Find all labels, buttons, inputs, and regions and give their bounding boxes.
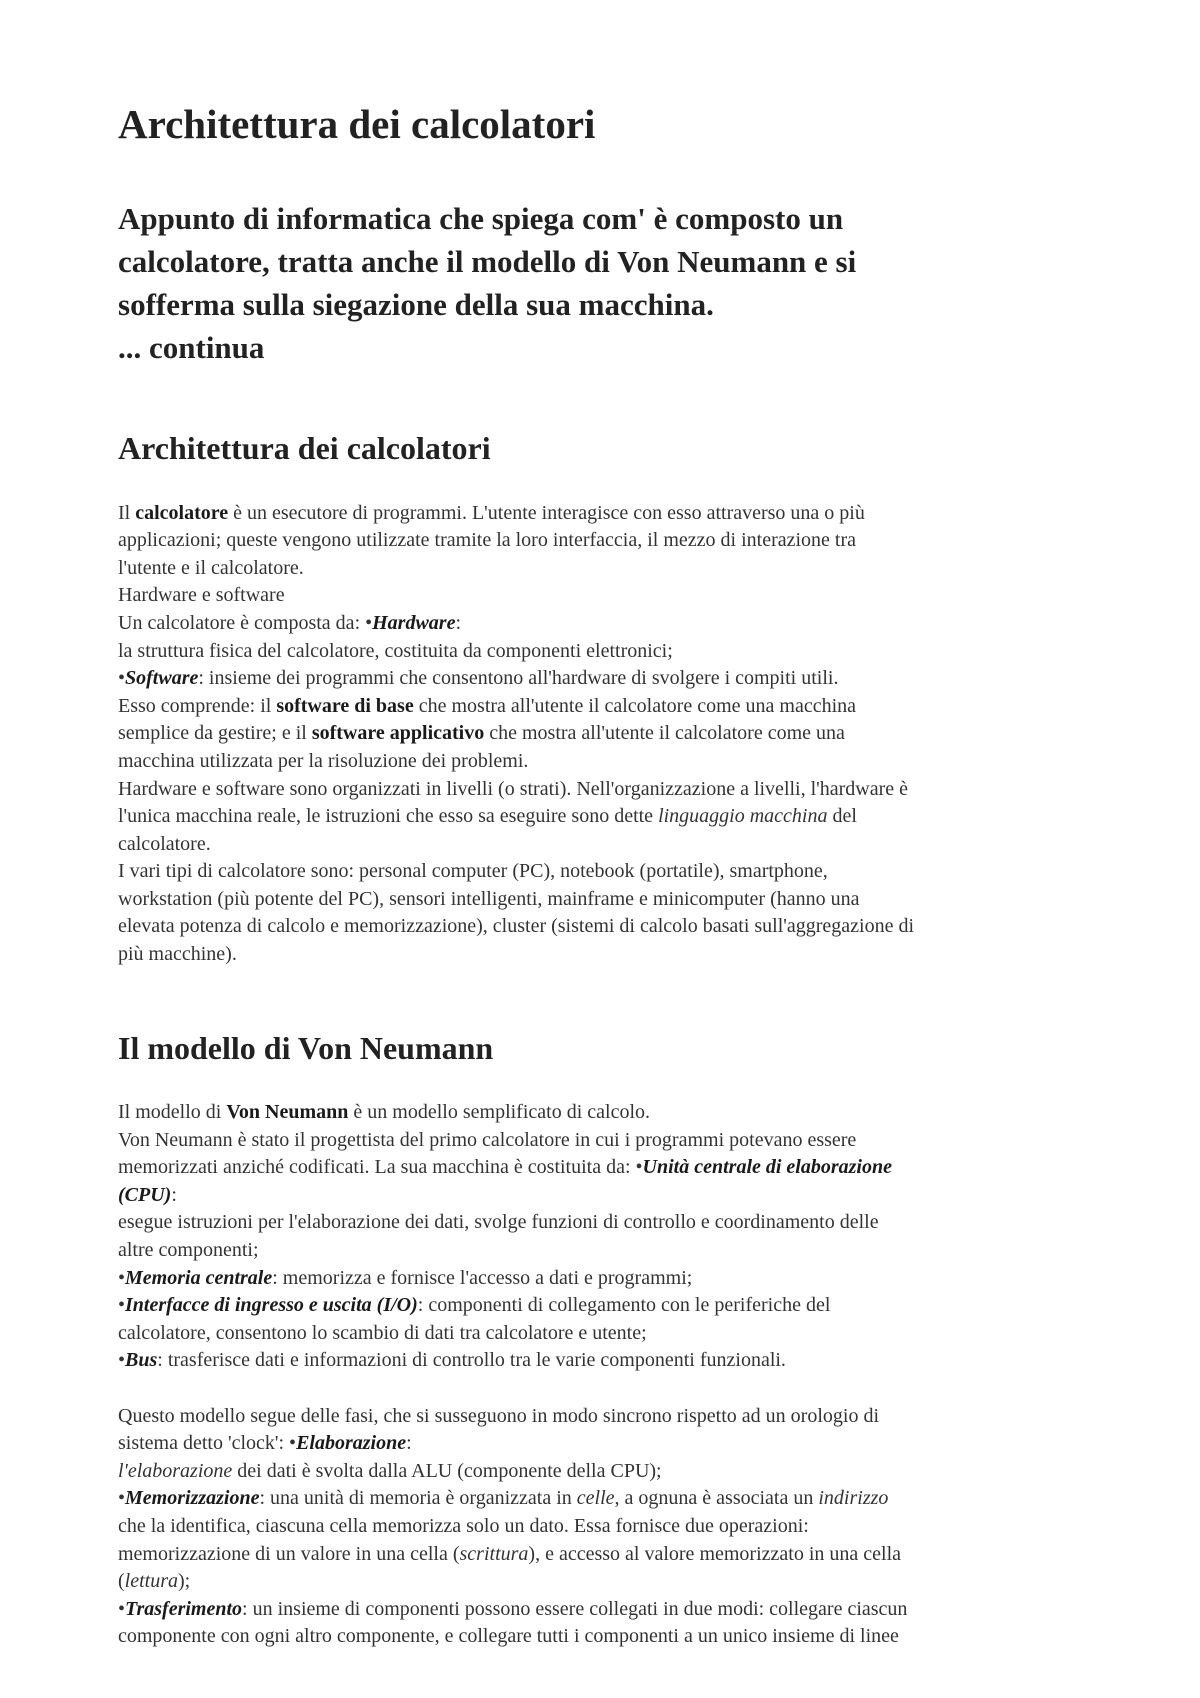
document-page [118,100,1098,1651]
text: è un modello semplificato di calcolo. [348,1101,651,1124]
term-indirizzo: indirizzo [818,1487,889,1510]
term-scrittura: scrittura [459,1542,529,1565]
text: : [171,1183,177,1206]
text-line [118,1458,1098,1486]
term-memoria-centrale: Memoria centrale [125,1266,273,1289]
text: è un esecutore di programmi. L'utente interagisce con esso attraverso una o più [228,501,865,524]
text: Il modello di [118,1101,227,1124]
text: semplice da gestire; e il [118,722,312,745]
term-hardware: Hardware [372,611,456,634]
text-line [118,1568,1098,1596]
text-line: Questo modello segue delle fasi, che si susseguono in modo sincrono rispetto ad un orologio di [118,1404,879,1427]
bullet: • [118,667,126,690]
text-line: applicazioni; queste vengono utilizzate tramite la loro interfaccia, il mezzo di interazione tra [118,529,857,552]
text: ); [178,1570,191,1593]
text-line: elevata potenza di calcolo e memorizzazione), cluster (sistemi di calcolo basati sull'aggregazione di [118,915,915,938]
page-title: Architettura dei calcolatori [118,101,596,147]
text: del [827,805,857,828]
text-line [118,1154,1098,1182]
term-celle: celle [576,1487,615,1510]
text-line: calcolatore, consentono lo scambio di dati tra calcolatore e utente; [118,1321,647,1344]
term-io: Interfacce di ingresso e uscita (I/O) [125,1294,418,1317]
text: : [406,1432,412,1455]
section-heading-architettura: Architettura dei calcolatori [118,430,491,467]
text-line [118,693,1098,721]
text: dei dati è svolta dalla ALU (componente della CPU); [232,1459,662,1482]
term-cpu-abbr: (CPU) [118,1183,172,1206]
text: Il [118,501,136,524]
continue-link[interactable]: ... continua [118,330,265,366]
text-line [118,1430,1098,1458]
text: memorizzati anziché codificati. La sua macchina è costituita da: • [118,1156,643,1179]
text: : componenti di collegamento con le periferiche del [417,1294,831,1317]
text: : una unità di memoria è organizzata in [259,1487,577,1510]
text: che mostra all'utente il calcolatore come una macchina [413,694,857,717]
text-line [118,720,1098,748]
term-software-applicativo: software applicativo [311,722,485,745]
bullet: • [118,1266,126,1289]
text-line: calcolatore. [118,832,211,855]
subtitle-line: calcolatore, tratta anche il modello di Von Neumann e si [118,244,857,280]
text-line [118,1292,1098,1320]
term-elaborazione-italic: l'elaborazione [118,1459,233,1482]
text-line: Von Neumann è stato il progettista del primo calcolatore in cui i programmi potevano essere [118,1128,857,1151]
term-calcolatore: calcolatore [135,501,229,524]
text-line: che la identifica, ciascuna cella memorizza solo un dato. Essa fornisce due operazioni: [118,1514,809,1537]
text-line [118,1596,1098,1624]
text: : [455,611,462,634]
text: l'unica macchina reale, le istruzioni che esso sa eseguire sono dette [118,805,659,828]
page-subtitle [118,197,1018,369]
subtitle-line: sofferma sulla siegazione della sua macchina. [118,287,714,323]
term-lettura: lettura [124,1570,179,1593]
text-line [118,1541,1098,1569]
text-line [118,1485,1098,1513]
text-line [118,500,1098,528]
bullet: • [118,1487,126,1510]
text-line: l'utente e il calcolatore. [118,556,304,579]
section-body-von-neumann [118,1099,1098,1651]
text-line: componente con ogni altro componente, e collegare tutti i componenti a un unico insieme di linee [118,1625,899,1648]
bullet: • [118,1294,126,1317]
text-line [118,803,1098,831]
text: Esso comprende: il [118,694,277,717]
text-line [118,1099,1098,1127]
term-elaborazione: Elaborazione [296,1432,407,1455]
text-line: Hardware e software sono organizzati in livelli (o strati). Nell'organizzazione a livelli, l'hardware è [118,777,909,800]
term-linguaggio-macchina: linguaggio macchina [658,805,828,828]
text-line [118,610,1098,638]
text-line: macchina utilizzata per la risoluzione dei problemi. [118,749,529,772]
text: : un insieme di componenti possono essere collegati in due modi: collegare ciascun [242,1597,908,1620]
section-heading-von-neumann: Il modello di Von Neumann [118,1029,494,1066]
term-cpu: Unità centrale di elaborazione [642,1156,892,1179]
text: ), e accesso al valore memorizzato in una cella [528,1542,902,1565]
text-line: altre componenti; [118,1239,259,1262]
term-von-neumann: Von Neumann [226,1101,349,1124]
text-line: workstation (più potente del PC), sensori intelligenti, mainframe e minicomputer (hanno una [118,887,860,910]
text: che mostra all'utente il calcolatore come una [484,722,845,745]
term-software: Software [125,667,199,690]
term-bus: Bus [125,1349,158,1372]
text-line [118,665,1098,693]
text-line: la struttura fisica del calcolatore, costituita da componenti elettronici; [118,639,673,662]
text-line [118,1347,1098,1375]
text: : memorizza e fornisce l'accesso a dati e programmi; [272,1266,693,1289]
term-memorizzazione: Memorizzazione [125,1487,260,1510]
text: : trasferisce dati e informazioni di controllo tra le varie componenti funzionali. [157,1349,786,1372]
text: ( [118,1570,125,1593]
text: , a ognuna è associata un [614,1487,819,1510]
subtitle-line: Appunto di informatica che spiega com' è composto un [118,201,844,237]
text-line: I vari tipi di calcolatore sono: personal computer (PC), notebook (portatile), smartphone, [118,860,828,883]
bullet: • [118,1597,126,1620]
bullet: • [118,1349,126,1372]
text-line [118,1182,1098,1210]
text: sistema detto 'clock': • [118,1432,297,1455]
text-line: esegue istruzioni per l'elaborazione dei dati, svolge funzioni di controllo e coordinamento delle [118,1211,879,1234]
section-body-architettura [118,500,1098,969]
paragraph-gap [118,1375,1098,1403]
text-line: Hardware e software [118,584,285,607]
term-software-di-base: software di base [276,694,414,717]
term-trasferimento: Trasferimento [125,1597,243,1620]
text-line [118,1265,1098,1293]
text-line: più macchine). [118,943,237,966]
text: Un calcolatore è composta da: • [118,611,373,634]
text: : insieme dei programmi che consentono all'hardware di svolgere i compiti utili. [198,667,839,690]
text: memorizzazione di un valore in una cella ( [118,1542,460,1565]
